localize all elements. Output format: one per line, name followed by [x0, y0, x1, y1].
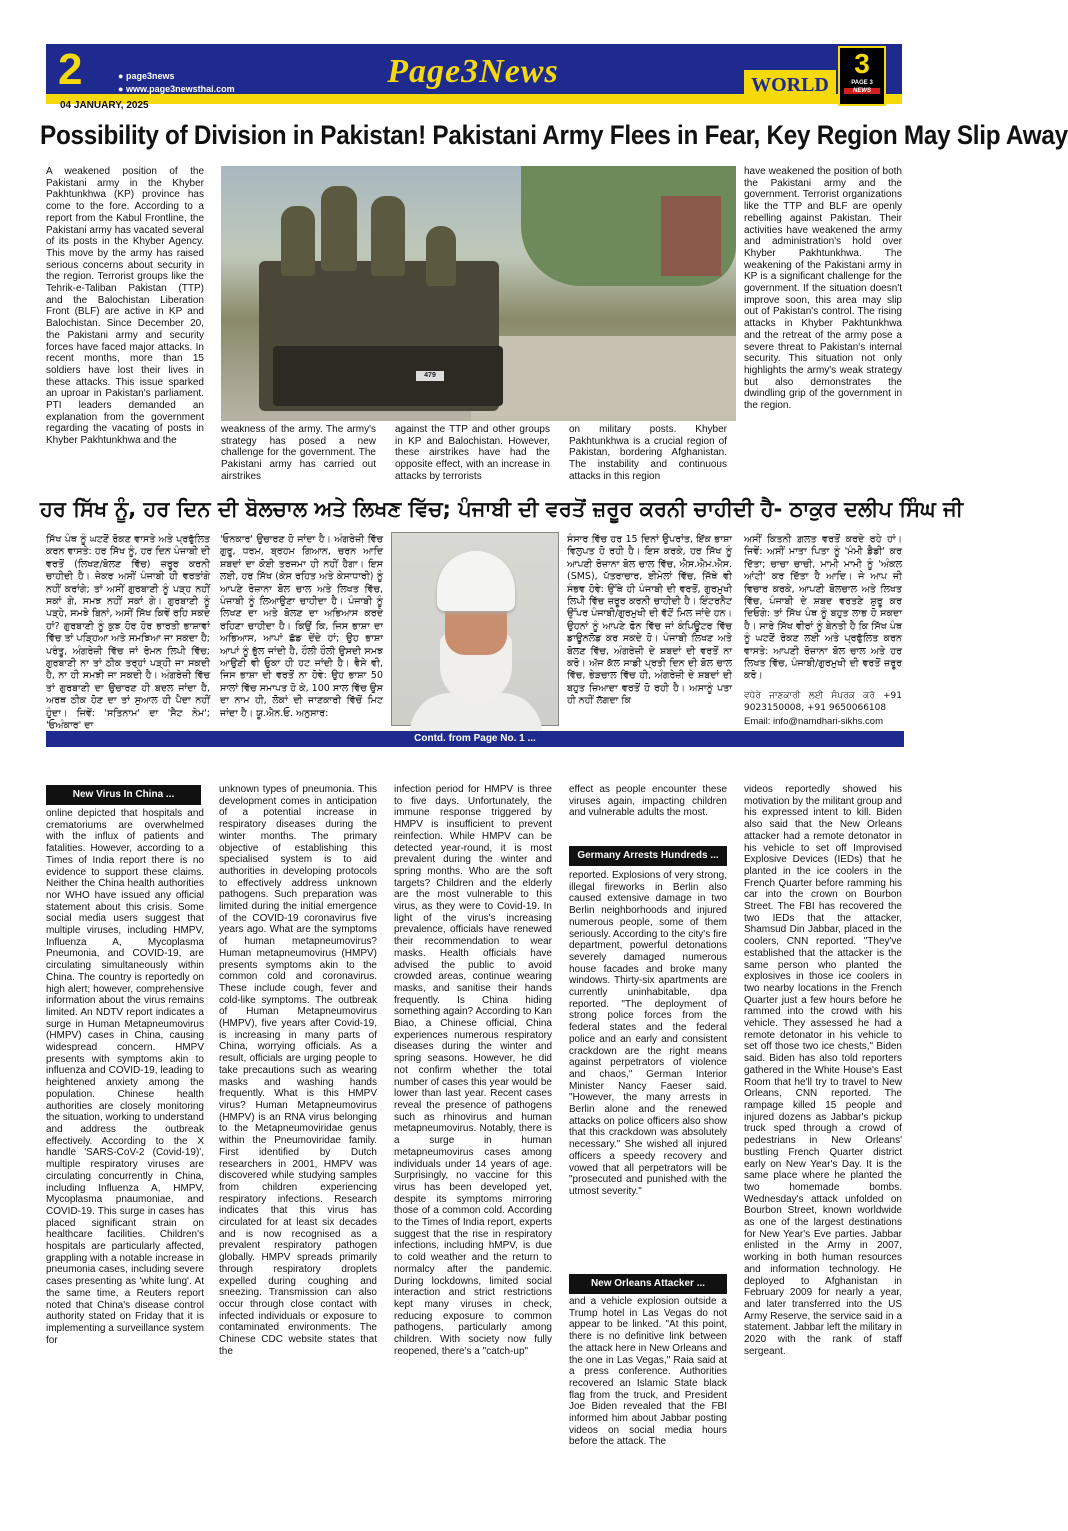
virus-column-4: effect as people encounter these viruses again, impacting children and vulnerable adults the most. [569, 784, 727, 819]
punjabi-column-1: ਸਿੱਖ ਪੰਥ ਨੂੰ ਘਟਣੋਂ ਰੋਕਣ ਵਾਸਤੇ ਅਤੇ ਪ੍ਰਫੁੱਲਿਤ ਕਰਨ ਵਾਸਤੇ: ਹਰ ਸਿੱਖ ਨੂੰ, ਹਰ ਦਿਨ ਪੰਜਾਬੀ ਦੀ ਵਰਤੋਂ (ਲਿਖਣ/ਬੋਲਣ ਵਿੱਚ) ਜ਼ਰੂਰ ਕਰਨੀ ਚਾਹੀਦੀ ਹੈ। ਜੇਕਰ ਅਸੀਂ ਪੰਜਾਬੀ ਹੀ ਵਰਤਾਂਗੇ ਨਹੀਂ ਕਰਾਂਗੇ; ਤਾਂ ਅਸੀਂ ਗੁਰਬਾਣੀ ਨੂੰ ਪੜ੍ਹ ਨਹੀਂ ਸਕਾਂ ਗੇ, ਸਮਝ ਨਹੀਂ ਸਕਾਂ ਗੇ। ਗੁਰਬਾਣੀ ਨੂੰ ਪੜ੍ਹੇ, ਸਮਝੇ ਬਿਨਾਂ, ਅਸੀਂ ਸਿੱਖ ਕਿਵੇਂ ਰਹਿ ਸਕਦੇ ਹਾਂ? ਗੁਰਬਾਣੀ ਨੂੰ ਕੁਝ ਹੋਰ ਹੋਰ ਭਾਰਤੀ ਭਾਸ਼ਾਵਾਂ ਵਿੱਚ ਤਾਂ ਪੜ੍ਹਿਆ ਅਤੇ ਸਮਝਿਆ ਜਾ ਸਕਦਾ ਹੈ; ਪਰੰਤੂ, ਅੰਗਰੇਜ਼ੀ ਵਿੱਚ ਜਾਂ ਰੋਮਨ ਲਿਪੀ ਵਿੱਚ; ਗੁਰਬਾਣੀ ਨਾ ਤਾਂ ਠੀਕ ਤਰ੍ਹਾਂ ਪੜ੍ਹੀ ਜਾ ਸਕਦੀ ਹੈ, ਨਾ ਹੀ ਸਮਝੀ ਜਾ ਸਕਦੀ ਹੈ। ਅੰਗਰੇਜ਼ੀ ਵਿੱਚ ਤਾਂ ਗੁਰਬਾਣੀ ਦਾ ਉਚਾਰਣ ਹੀ ਬਦਲ ਜਾਂਦਾ ਹੈ, ਅਰਥ ਠੀਕ ਹੋਣ ਦਾ ਤਾਂ ਸੁਆਲ ਹੀ ਪੈਦਾ ਨਹੀਂ ਹੁੰਦਾ। ਜਿਵੇਂ: 'ਸਤਿਨਾਮ' ਦਾ 'ਸੈਟ ਨੇਮ'; 'ਓਅੰਕਾਰ' ਦਾ [46, 534, 210, 732]
page-number: 2 [58, 45, 83, 94]
section-label: WORLD [744, 70, 836, 100]
punjabi-headline: ਹਰ ਸਿੱਖ ਨੂੰ, ਹਰ ਦਿਨ ਦੀ ਬੋਲਚਾਲ ਅਤੇ ਲਿਖਣ ਵਿੱਚ; ਪੰਜਾਬੀ ਦੀ ਵਰਤੋਂ ਜ਼ਰੂਰ ਕਰਨੀ ਚਾਹੀਦੀ ਹੈ- ਠਾਕੁਰ ਦਲੀਪ ਸਿੰਘ ਜੀ [40, 497, 964, 521]
lead-headline: Possibility of Division in Pakistan! Pakistani Army Flees in Fear, Key Region May Slip Away [40, 120, 1068, 150]
punjabi-column-4: ਅਸੀਂ ਕਿਤਨੀ ਗ਼ਲਤ ਵਰਤੋਂ ਕਰਦੇ ਰਹੇ ਹਾਂ। ਜਿਵੇਂ: ਅਸੀਂ ਮਾਤਾ ਪਿਤਾ ਨੂੰ 'ਮੰਮੀ ਡੈਡੀ' ਕਰ ਦਿੱਤਾ; ਚਾਚਾ ਚਾਚੀ, ਮਾਮੀ ਮਾਮੀ ਨੂੰ 'ਅੰਕਲ ਆਂਟੀ' ਕਰ ਦਿੱਤਾ ਹੈ ਆਦਿ। ਜੇ ਆਪ ਜੀ ਵਿਚਾਰ ਕਰਕੇ, ਆਪਣੀ ਬੋਲਚਾਲ ਅਤੇ ਲਿਖਤ ਵਿੱਚ, ਪੰਜਾਬੀ ਦੇ ਸ਼ਬਦ ਵਰਤਣੇ ਸ਼ੁਰੂ ਕਰ ਦਿਓਗੇ: ਤਾਂ ਸਿੱਖ ਪੰਥ ਨੂੰ ਬਹੁਤ ਲਾਭ ਹੋ ਸਕਦਾ ਹੈ। ਸਾਰੇ ਸਿੱਖ ਵੀਰਾਂ ਨੂੰ ਬੇਨਤੀ ਹੈ ਕਿ ਸਿੱਖ ਪੰਥ ਨੂੰ ਘਟਣੋਂ ਰੋਕਣ ਲਈ ਅਤੇ ਪ੍ਰਫੁੱਲਿਤ ਕਰਨ ਵਾਸਤੇ: ਆਪਣੀ ਰੋਜ਼ਾਨਾ ਬੋਲ ਚਾਲ ਅਤੇ ਹਰ ਲਿਖਤ ਵਿੱਚ, ਪੰਜਾਬੀ/ਗੁਰਮੁਖੀ ਦੀ ਵਰਤੋਂ ਜ਼ਰੂਰ ਕਰੋ। [744, 534, 902, 682]
issue-date: 04 JANUARY, 2025 [60, 100, 149, 111]
punjabi-contact: ਵਧੇਰੇ ਜਾਣਕਾਰੀ ਲਈ ਸੰਪਰਕ ਕਰੋ +91 9023150008, +91 9650066108 [744, 691, 902, 713]
site-handle[interactable]: page3news [125, 71, 175, 81]
virus-column-2: unknown types of pneumonia. This development comes in anticipation of a potential increase in respiratory diseases during the winter months. The primary objective of establishing this specialised system is to aid authorities in developing protocols to effectively address unknown pathogens. Such preparation was limited during the initial emergence of the COVID-19 coronavirus five years ago. What are the symptoms of human metapneumovirus? Human metapneumovirus (HMPV) presents symptoms akin to the common cold and coronavirus. These include cough, fever and cold-like symptoms. The outbreak of Human Metapneumovirus (HMPV), five years after Covid-19, is increasing in many parts of China, worrying officials. As a result, officials are urging people to take precautions such as wearing masks and washing hands frequently. What is this HMPV virus? Human Metapneumovirus (HMPV) is an RNA virus belonging to the Metapneumoviridae genus within the Pneumoviridae family. First identified by Dutch researchers in 2001, HMPV was discovered while studying samples from children experiencing respiratory infections. Research indicates that this virus has circulated for at least six decades and is now recognised as a prevalent respiratory pathogen globally. HMPV spreads primarily through respiratory droplets expelled during coughing and sneezing. Transmission can also occur through close contact with infected individuals or exposure to contaminated environments. The Chinese CDC website states that the [219, 784, 377, 1357]
lead-column-3: against the TTP and other groups in KP and Balochistan. However, these airstrikes have had the opposite effect, with an increase in attacks by terrorists [395, 424, 550, 482]
facebook-icon: ● [118, 71, 124, 81]
lead-column-1: A weakened position of the Pakistani army in the Khyber Pakhtunkhwa (KP) province has come to the fore. According to a report from the Kabul Frontline, the Pakistani army has vacated several of its posts in the Khyber Agency. This move by the army has raised serious concerns about security in the region. Terrorist groups like the Tehrik-e-Taliban Pakistan (TTP) and the Balochistan Liberation Front (BLF) are active in KP and Balochistan. Since December 20, the Pakistani army and security forces have faced major attacks. In recent months, more than 15 soldiers have lost their lives in these attacks. This issue sparked an uproar in Pakistan's parliament. PTI leaders demanded an explanation from the government regarding the vacating of posts in Khyber Pakhtunkhwa and the [46, 166, 204, 447]
new-orleans-story-text: and a vehicle explosion outside a Trump hotel in Las Vegas do not appear to be linked. "At this point, there is no definitive link between the attack here in New Orleans and the one in Las Vegas," Raia said at a press conference. Authorities recovered an Islamic State black flag from the truck, and President Joe Biden revealed that the FBI informed him about Jabbar posting videos on social media hours before the attack. The [569, 1296, 727, 1448]
vehicle-plate: 479 [416, 371, 444, 381]
virus-column-1: online depicted that hospitals and crematoriums are overwhelmed with the influx of patients and fatalities. However, according to a Times of India report there is no evidence to support these claims. Neither the China health authorities nor WHO have issued any official statement about this crisis. Some social media users suggest that multiple viruses, including HMPV, Influenza A, Mycoplasma Pneumonia, and COVID-19, are circulating simultaneously within China. The country is reportedly on high alert; however, comprehensive information about the virus remains limited. An NDTV report indicates a surge in Human Metapneumovirus (HMPV) cases in China, causing widespread concern. HMPV presents with symptoms akin to influenza and COVID-19, leading to heightened anxiety among the population. Chinese health authorities are closely monitoring the situation, working to understand and address the outbreak effectively. According to the X handle 'SARS-CoV-2 (Covid-19)', multiple respiratory viruses are circulating concurrently in China, including Influenza A, HMPV, Mycoplasma pnaumoniae, and COVID-19. This surge in cases has placed significant strain on healthcare facilities. Children's hospitals are particularly affected, grappling with a notable increase in pneumonia cases, including severe cases presenting as 'white lung'. At the same time, a Reuters report noted that China's disease control authority stated on Friday that it is implementing a surveillance system for [46, 808, 204, 1346]
punjabi-column-3: ਸੰਸਾਰ ਵਿੱਚ ਹਰ 15 ਦਿਨਾਂ ਉਪਰਾਂਤ, ਇੱਕ ਭਾਸ਼ਾ ਵਿਲੁਪਤ ਹੋ ਰਹੀ ਹੈ। ਇਸ ਕਰਕੇ, ਹਰ ਸਿੱਖ ਨੂੰ ਆਪਣੀ ਰੋਜ਼ਾਨਾ ਬੋਲ ਚਾਲ ਵਿੱਚ, ਐਸ.ਐਮ.ਐਸ. (SMS), ਪੱਤਰਾਚਾਰ, ਈਮੇਲਾਂ ਵਿੱਚ, ਜਿੱਥੇ ਵੀ ਸੰਭਵ ਹੋਵੇ: ਉੱਥੇ ਹੀ ਪੰਜਾਬੀ ਦੀ ਵਰਤੋਂ, ਗੁਰਮੁਖੀ ਲਿਪੀ ਵਿੱਚ ਜ਼ਰੂਰ ਕਰਨੀ ਚਾਹੀਦੀ ਹੈ। ਇੰਟਰਨੈਟ ਉੱਪਰ ਪੰਜਾਬੀ/ਗੁਰਮੁਖੀ ਦੀ ਵੱਟੋਂ ਮਿਲ ਜਾਂਦੇ ਹਨ। ਉਹਨਾਂ ਨੂੰ ਆਪਣੇ ਫੋਨ ਵਿੱਚ ਜਾਂ ਕੰਪਿਊਟਰ ਵਿੱਚ ਡਾਊਨਲੋਡ ਕਰ ਸਕਦੇ ਹੋ। ਪੰਜਾਬੀ ਲਿਖਣ ਅਤੇ ਬੋਲਣ ਵਿੱਚ, ਅੰਗਰੇਜ਼ੀ ਦੇ ਸ਼ਬਦਾਂ ਦੀ ਵਰਤੋਂ ਨਾ ਕਰੋ। ਅੱਜ ਕੱਲ ਸਾਡੀ ਪ੍ਰਤੀ ਦਿਨ ਦੀ ਬੋਲ ਚਾਲ ਵਿੱਚ, ਭੇੜਚਾਲ ਵਿੱਚ ਹੀ, ਅੰਗਰੇਜ਼ੀ ਦੇ ਸ਼ਬਦਾਂ ਦੀ ਬਹੁਤ ਜ਼ਿਆਦਾ ਵਰਤੋਂ ਹੋ ਰਹੀ ਹੈ। ਅਸਾਨੂੰ ਪਤਾ ਹੀ ਨਹੀਂ ਲੱਗਦਾ ਕਿ [567, 534, 732, 707]
page3-badge-logo: 3 PAGE 3 NEWS [838, 46, 886, 106]
thakur-dalip-singh-portrait [391, 532, 559, 726]
globe-icon: ● [118, 84, 124, 94]
lead-column-2: weakness of the army. The army's strategy has posed a new challenge for the government. The Pakistani army has carried out airstrikes [221, 424, 376, 482]
continued-banner: Contd. from Page No. 1 ... [46, 731, 904, 747]
newspaper-logo: Page3News [387, 53, 559, 90]
contact-email[interactable]: Email: info@namdhari-sikhs.com [744, 716, 883, 727]
germany-story-text: reported. Explosions of very strong, illegal fireworks in Berlin also caused extensive damage in two Berlin neighborhoods and injured numerous people, some of them seriously. According to the city's fire department, powerful detonations severely damaged numerous house facades and broke many windows. Thirty-six apartments are currently uninhabitable, dpa reported. "The deployment of strong police forces from the federal states and the federal police and an early and consistent crackdown are the right means against perpetrators of violence and chaos," German Interior Minister Nancy Faeser said. "However, the many arrests in Berlin alone and the renewed attacks on police officers also show that this crackdown was absolutely necessary." She wished all injured officers a speedy recovery and vowed that all perpetrators will be "prosecuted and punished with the utmost severity." [569, 870, 727, 1197]
site-url[interactable]: www.page3newsthai.com [125, 84, 235, 94]
lead-column-4: on military posts. Khyber Pakhtunkhwa is a crucial region of Pakistan, bordering Afghanistan. The instability and continuous attacks in this region [569, 424, 727, 482]
virus-story-tag: New Virus In China ... [46, 785, 201, 805]
army-pickup-photo [221, 166, 736, 421]
virus-column-3: infection period for HMPV is three to five days. Unfortunately, the immune response triggered by HMPV is insufficient to prevent reinfection. While HMPV can be detected year-round, it is most prevalent during the winter and spring months. Who are the soft targets? Children and the elderly are the most vulnerable to this virus, as they were to Covid-19. In light of the virus's increasing prevalence, officials have renewed their recommendation to wear masks. Health officials have advised the public to avoid crowded areas, continue wearing masks, and sanitise their hands frequently. Is China hiding something again? According to Kan Biao, a Chinese official, China experiences numerous respiratory diseases during the winter and spring seasons. However, he did not confirm whether the total number of cases this year would be lower than last year. Recent cases reveal the presence of pathogens such as rhinovirus and human metapneumovirus. Notably, there is a surge in human metapneumovirus cases among individuals under 14 years of age. Surprisingly, no vaccine for this virus has been developed yet, despite its symptoms mirroring those of a common cold. According to the Times of India report, experts suggest that the rise in respiratory infections, including hMPV, is due to cold weather and the return to normalcy after the pandemic. During lockdowns, limited social interaction and strict restrictions kept many viruses in check, reducing exposure to common pathogens, particularly among children. With society now fully reopened, there's a "catch-up" [394, 784, 552, 1357]
new-orleans-column-5: videos reportedly showed his motivation by the militant group and his expressed intent to kill. Biden also said that the New Orleans attacker had a remote detonator in his vehicle to set off Improvised Explosive Devices (IEDs) that he planted in the ice coolers in the French Quarter before ramming his car into the crown on Bourbon Street. The FBI has recovered the two IEDs that the attacker, Shamsud Din Jabbar, placed in the coolers, CNN reported. "They've established that the attacker is the same person who planted the explosives in those ice coolers in two nearby locations in the French Quarter just a few hours before he rammed into the crowd with his vehicle. They assessed he had a remote detonator in his vehicle to set off those two ice chests," Biden said. Biden has also told reporters gathered in the White House's East Room that he'll try to travel to New Orleans, CNN reported. The rampage killed 15 people and injured dozens as Jabbar's pickup truck sped through a crowd of pedestrians in New Orleans' bustling French Quarter district early on New Year's Day. It is the same place where he planted the two homemade bombs. Wednesday's attack unfolded on Bourbon Street, known worldwide as one of the largest destinations for New Year's Eve parties. Jabbar enlisted in the Army in 2007, working in both human resources and information technology. He deployed to Afghanistan in February 2009 for nearly a year, and later transferred into the US Army Reserve, the service said in a statement. Jabbar left the military in 2020 with the rank of staff sergeant. [744, 784, 902, 1357]
germany-story-tag: Germany Arrests Hundreds ... [569, 846, 727, 866]
site-info [118, 70, 235, 96]
lead-column-5: have weakened the position of both the Pakistani army and the government. Terrorist organizations like the TTP and BLF are openly rebelling against Pakistan. Their activities have weakened the army and administration's hold over Khyber Pakhtunkhwa. The weakening of the Pakistani army in KP is a significant challenge for the government. If the situation doesn't improve soon, this area may slip out of Pakistan's control. The rising attacks in Khyber Pakhtunkhwa and the retreat of the army pose a severe threat to Pakistan's internal security. This situation not only highlights the army's weak strategy but also demonstrates the dwindling grip of the government in the region. [744, 166, 902, 412]
new-orleans-story-tag: New Orleans Attacker ... [569, 1274, 727, 1294]
punjabi-column-2: 'ਓਨਕਾਰ' ਉਚਾਰਣ ਹੋ ਜਾਂਦਾ ਹੈ। ਅੰਗਰੇਜ਼ੀ ਵਿੱਚ ਗੁਰੂ, ਧਰਮ, ਬ੍ਰਹਮ ਗਿਆਨ, ਚਰਨ ਆਦਿ ਸ਼ਬਦਾਂ ਦਾ ਕੋਈ ਤਰਜਮਾ ਹੀ ਨਹੀਂ ਹੈਗਾ। ਇਸ ਲਈ, ਹਰ ਸਿੱਖ (ਕੇਸ ਰਹਿਤ ਅਤੇ ਕੇਸਾਧਾਰੀ) ਨੂੰ ਆਪਣੇ ਰੋਜ਼ਾਨਾ ਬੋਲ ਚਾਲ ਅਤੇ ਲਿਖਤ ਵਿੱਚ, ਪੰਜਾਬੀ ਨੂੰ ਲਿਆਉਣਾ ਚਾਹੀਦਾ ਹੈ। ਪੰਜਾਬੀ ਨੂੰ ਲਿਖਣ ਦਾ ਅਤੇ ਬੋਲਣ ਦਾ ਅਭਿਆਸ ਕਰਦੇ ਰਹਿਣਾ ਚਾਹੀਦਾ ਹੈ। ਕਿਉਂ ਕਿ, ਜਿਸ ਭਾਸ਼ਾ ਦਾ ਅਭਿਆਸ, ਆਪਾਂ ਛੱਡ ਦੇਂਦੇ ਹਾਂ; ਉਹ ਭਾਸ਼ਾ ਆਪਾਂ ਨੂੰ ਭੁੱਲ ਜਾਂਦੀ ਹੈ, ਹੌਲੀ ਹੌਲੀ ਉਸਦੀ ਸਮਝ ਆਉਣੀ ਵੀ ਓੁਕਾ ਹੀ ਹਟ ਜਾਂਦੀ ਹੈ। ਵੈਸੇ ਵੀ, ਜਿਸ ਭਾਸ਼ਾ ਦੀ ਵਰਤੋਂ ਨਾ ਹੋਵੇ: ਉਹ ਭਾਸ਼ਾ 50 ਸਾਲਾਂ ਵਿੱਚ ਸਮਾਪਤ ਹੋ ਕੇ, 100 ਸਾਲ ਵਿੱਚ ਉਸ ਦਾ ਨਾਮ ਹੀ, ਲੋਕਾਂ ਦੀ ਜਾਣਕਾਰੀ ਵਿੱਚੋਂ ਮਿਟ ਜਾਂਦਾ ਹੈ। ਯੂ.ਐਨ.ਓ. ਅਨੁਸਾਰ: [220, 534, 383, 719]
